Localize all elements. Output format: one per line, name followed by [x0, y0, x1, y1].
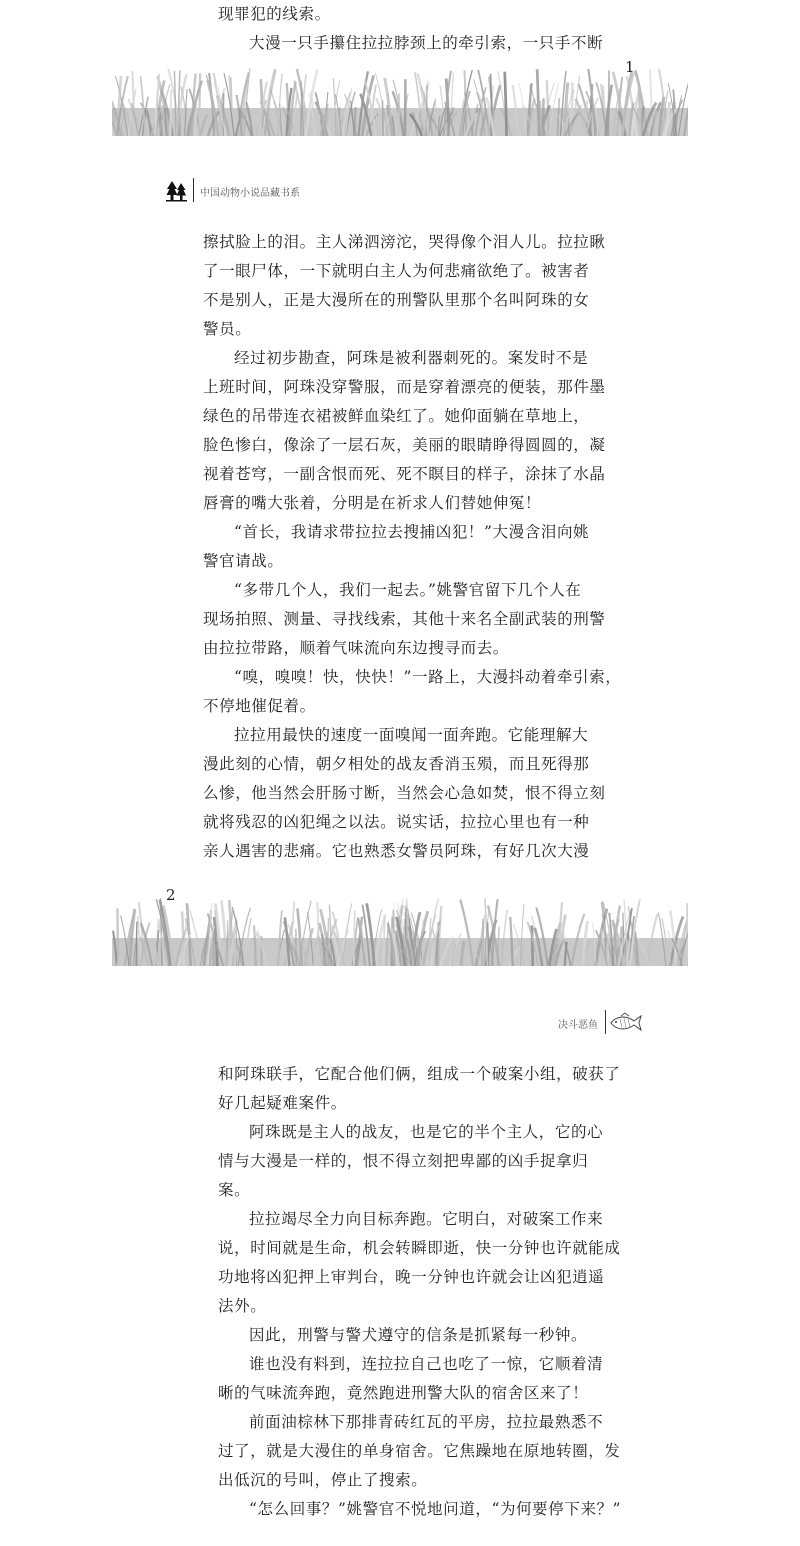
text-line: “嗅，嗅嗅！快，快快！”一路上，大漫抖动着牵引索，: [234, 668, 622, 686]
page-1-body: [218, 0, 610, 58]
text-line: “首长，我请求带拉拉去搜捕凶犯！”大漫含泪向姚: [234, 523, 590, 541]
text-line: 过了，就是大漫住的单身宿舍。它焦躁地在原地转圈，发: [218, 1442, 621, 1460]
text-line: 功地将凶犯押上审判台，晚一分钟也许就会让凶犯逍遥: [218, 1268, 605, 1286]
text-line: 大漫一只手攥住拉拉脖颈上的牵引索，一只手不断: [249, 34, 604, 52]
text-line: 说，时间就是生命，机会转瞬即逝，快一分钟也许就能成: [218, 1239, 621, 1257]
text-line: 亲人遇害的悲痛。它也熟悉女警员阿珠，有好几次大漫: [203, 842, 590, 860]
text-line: 晰的气味流奔跑，竟然跑进刑警大队的宿舍区来了！: [218, 1384, 589, 1402]
text-line: 和阿珠联手，它配合他们俩，组成一个破案小组，破获了: [218, 1065, 621, 1083]
text-line: 警官请战。: [203, 552, 284, 570]
text-line: 么惨，他当然会肝肠寸断，当然会心急如焚，恨不得立刻: [203, 784, 606, 802]
text-line: 上班时间，阿珠没穿警服，而是穿着漂亮的便装，那件墨: [203, 378, 606, 396]
text-line: 现罪犯的线索。: [218, 5, 331, 23]
text-line: 由拉拉带路，顺着气味流向东边搜寻而去。: [203, 639, 509, 657]
running-header-left: [166, 178, 366, 204]
text-line: 擦拭脸上的泪。主人涕泗滂沱，哭得像个泪人儿。拉拉瞅: [203, 233, 606, 251]
page-1: [0, 0, 800, 140]
text-line: 阿珠既是主人的战友，也是它的半个主人，它的心: [249, 1123, 604, 1141]
text-line: 了一眼尸体，一下就明白主人为何悲痛欲绝了。被害者: [203, 262, 590, 280]
header-divider: [193, 178, 194, 202]
text-line: 情与大漫是一样的，恨不得立刻把卑鄙的凶手捉拿归: [218, 1152, 589, 1170]
text-line: 脸色惨白，像涂了一层石灰，美丽的眼睛睁得圆圆的，凝: [203, 436, 606, 454]
page-2: [0, 140, 800, 970]
text-line: 经过初步勘查，阿珠是被利器刺死的。案发时不是: [234, 349, 589, 367]
text-line: “多带几个人，我们一起去。”姚警官留下几个人在: [234, 581, 582, 599]
fish-icon: [608, 1012, 644, 1034]
text-line: 法外。: [218, 1297, 267, 1315]
grass-border-decoration: [112, 898, 688, 966]
series-title: 中国动物小说品藏书系: [200, 188, 300, 199]
page-2-body: [203, 228, 622, 866]
page-number: 2: [166, 886, 176, 904]
text-line: 唇膏的嘴大张着，分明是在祈求人们替她伸冤！: [203, 494, 542, 512]
text-line: 不停地催促着。: [203, 697, 316, 715]
text-line: 现场拍照、测量、寻找线索，其他十来名全副武装的刑警: [203, 610, 606, 628]
text-line: 前面油棕林下那排青砖红瓦的平房，拉拉最熟悉不: [249, 1413, 604, 1431]
header-divider: [605, 1010, 606, 1034]
page-3: [0, 970, 800, 1546]
text-line: 谁也没有料到，连拉拉自己也吃了一惊，它顺着清: [249, 1355, 604, 1373]
text-line: 绿色的吊带连衣裙被鲜血染红了。她仰面躺在草地上，: [203, 407, 590, 425]
text-line: 出低沉的号叫，停止了搜索。: [218, 1471, 428, 1489]
text-line: 就将残忍的凶犯绳之以法。说实话，拉拉心里也有一种: [203, 813, 590, 831]
text-line: 案。: [218, 1181, 251, 1199]
text-line: “怎么回事？”姚警官不悦地问道，“为何要停下来？”: [249, 1500, 622, 1518]
grass-border-decoration: [112, 68, 688, 136]
text-line: 拉拉用最快的速度一面嗅闻一面奔跑。它能理解大: [234, 726, 589, 744]
text-line: 漫此刻的心情，朝夕相处的战友香消玉殒，而且死得那: [203, 755, 590, 773]
page-3-body: [218, 1060, 622, 1524]
tree-icon: [166, 180, 188, 202]
chapter-title: 决斗恶鱼: [558, 1020, 598, 1031]
text-line: 好几起疑难案件。: [218, 1094, 347, 1112]
text-line: 拉拉竭尽全力向目标奔跑。它明白，对破案工作来: [249, 1210, 604, 1228]
text-line: 警员。: [203, 320, 252, 338]
text-line: 因此，刑警与警犬遵守的信条是抓紧每一秒钟。: [249, 1326, 588, 1344]
text-line: 不是别人，正是大漫所在的刑警队里那个名叫阿珠的女: [203, 291, 590, 309]
text-line: 视着苍穹，一副含恨而死、死不瞑目的样子，涂抹了水晶: [203, 465, 606, 483]
page-number: 1: [625, 58, 635, 76]
running-header-right: [550, 1010, 650, 1036]
